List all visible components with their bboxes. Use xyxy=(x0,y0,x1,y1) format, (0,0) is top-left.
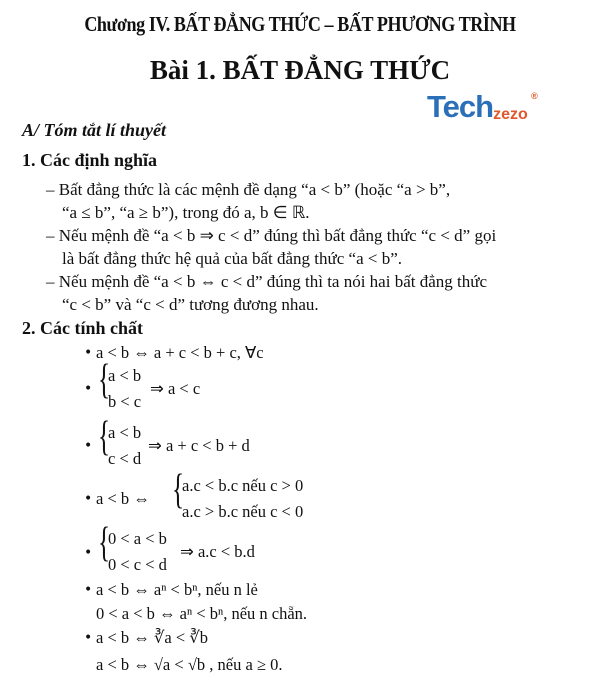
property-1: a < b ⇔ a + c < b + c, ∀c xyxy=(96,343,264,362)
system-top: 0 < a < b xyxy=(108,529,167,548)
left-brace: { xyxy=(172,467,185,513)
techzezo-logo xyxy=(427,89,538,125)
definition-1-line-1: – Bất đẳng thức là các mệnh đề dạng “a < b” (hoặc “a > b”, xyxy=(46,180,451,199)
system-bottom: b < c xyxy=(108,392,142,411)
left-brace: { xyxy=(98,520,111,566)
left-brace: { xyxy=(98,414,111,460)
definition-3-line-2: “c < b” và “c < d” tương đương nhau. xyxy=(62,295,319,314)
subsection-definitions: 1. Các định nghĩa xyxy=(22,150,158,170)
system-result: ⇒ a.c < b.d xyxy=(180,542,255,561)
bullet-5: • xyxy=(84,545,93,561)
logo-zezo: zezo xyxy=(493,106,528,123)
definition-1-line-2: “a ≤ b”, “a ≥ b”), trong đó a, b ∈ ℝ. xyxy=(62,203,310,222)
bullet-3: • xyxy=(84,438,93,454)
bullet-4: • xyxy=(84,491,93,507)
lesson-title: Bài 1. BẤT ĐẲNG THỨC xyxy=(149,55,451,85)
bullet-6: • xyxy=(84,582,93,598)
logo-tech: Tech xyxy=(427,89,494,124)
property-4-lhs: a < b ⇔ xyxy=(96,489,150,508)
system-bottom: 0 < c < d xyxy=(108,555,167,574)
system-bottom: c < d xyxy=(108,449,142,468)
system-result: ⇒ a < c xyxy=(150,379,201,398)
section-a-heading: A/ Tóm tắt lí thuyết xyxy=(22,120,167,140)
system-top: a < b xyxy=(108,423,142,442)
property-7-line-2: a < b ⇔ √a < √b , nếu a ≥ 0. xyxy=(96,655,283,674)
definition-3-line-1: – Nếu mệnh đề “a < b ⇔ c < d” đúng thì ta nói hai bất đẳng thức xyxy=(46,272,487,291)
bullet-1: • xyxy=(84,345,93,361)
left-brace: { xyxy=(98,357,111,403)
definition-2-line-2: là bất đẳng thức hệ quả của bất đẳng thức “a < b”. xyxy=(62,249,403,268)
definition-2-line-1: – Nếu mệnh đề “a < b ⇒ c < d” đúng thì bất đẳng thức “c < d” gọi xyxy=(46,226,497,245)
system-top: a < b xyxy=(108,366,142,385)
bullet-2: • xyxy=(84,381,93,397)
system-result: ⇒ a + c < b + d xyxy=(148,436,250,455)
subsection-properties: 2. Các tính chất xyxy=(22,318,143,338)
chapter-title: Chương IV. BẤT ĐẲNG THỨC – BẤT PHƯƠNG TRÌNH xyxy=(84,12,516,36)
case-bottom: a.c > b.c nếu c < 0 xyxy=(182,502,304,521)
property-6-line-1: a < b ⇔ aⁿ < bⁿ, nếu n lẻ xyxy=(96,580,258,599)
bullet-7: • xyxy=(84,630,93,646)
logo-registered-mark: ® xyxy=(531,91,538,101)
property-7-line-1: a < b ⇔ ∛a < ∛b xyxy=(96,628,209,647)
case-top: a.c < b.c nếu c > 0 xyxy=(182,476,304,495)
property-6-line-2: 0 < a < b ⇔ aⁿ < bⁿ, nếu n chẵn. xyxy=(96,604,308,623)
